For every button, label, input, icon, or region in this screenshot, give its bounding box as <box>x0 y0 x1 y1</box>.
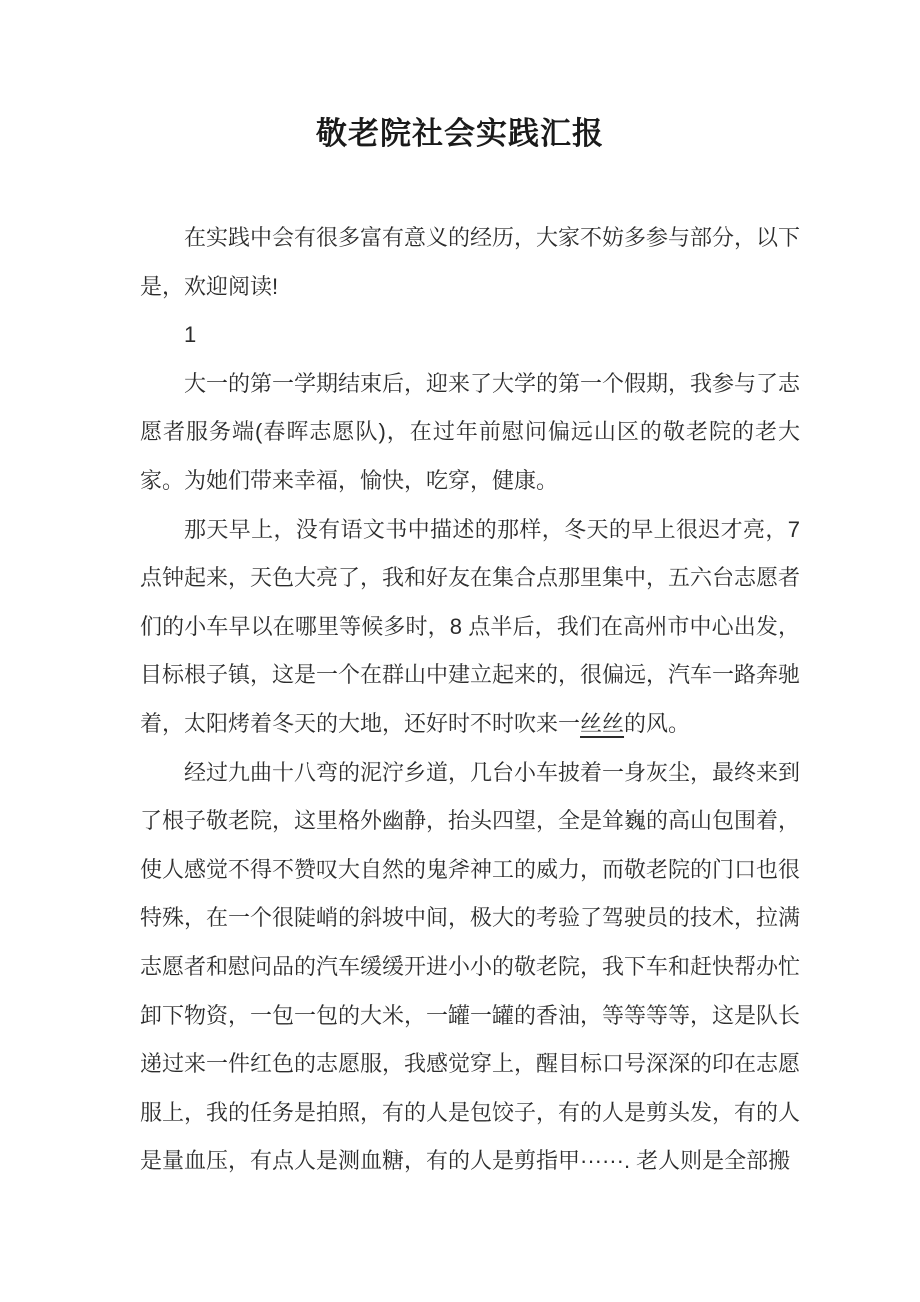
underlined-text: 丝丝 <box>580 710 625 736</box>
paragraph-arrival: 经过九曲十八弯的泥泞乡道，几台小车披着一身灰尘，最终来到了根子敬老院，这里格外幽静，抬头四望，全是耸巍的高山包围着，使人感觉不得不赞叹大自然的鬼斧神工的威力，而敬老院的门口也很特殊，在一个很陡峭的斜坡中间，极大的考验了驾驶员的技术，拉满志愿者和慰问品的汽车缓缓开进小小的敬老院，我下车和赶快帮办忙卸下物资，一包一包的大米，一罐一罐的香油，等等等等，这是队长递过来一件红色的志愿服，我感觉穿上，醒目标口号深深的印在志愿服上，我的任务是拍照，有的人是包饺子，有的人是剪头发，有的人是量血压，有点人是测血糖，有的人是剪指甲······. 老人则是全部搬 <box>140 759 801 1174</box>
paragraph-section-number: 1 <box>184 322 197 348</box>
paragraph-morning-text-start: 那天早上，没有语文书中描述的那样，冬天的早上很迟才亮，7 点钟起来，天色大亮了，我和好友在集合点那里集中，五六台志愿者们的小车早以在哪里等候多时，8 点半后，我们在高州市中心出发，目标根子镇，这是一个在群山中建立起来的，很偏远，汽车一路奔驰着，太阳烤着冬天的大地，还好时不时吹来一 <box>140 516 801 736</box>
document-body <box>140 214 800 1186</box>
document-title: 敬老院社会实践汇报 <box>316 116 604 151</box>
paragraph-intro: 在实践中会有很多富有意义的经历，大家不妨多参与部分，以下是，欢迎阅读! <box>140 225 801 299</box>
paragraph-morning-text-end: 的风。 <box>624 710 691 736</box>
paragraph-vacation: 大一的第一学期结束后，迎来了大学的第一个假期，我参与了志愿者服务端(春晖志愿队)，在过年前慰问偏远山区的敬老院的老大家。为她们带来幸福，愉快，吃穿，健康。 <box>140 370 801 493</box>
paragraph-morning <box>140 506 800 749</box>
